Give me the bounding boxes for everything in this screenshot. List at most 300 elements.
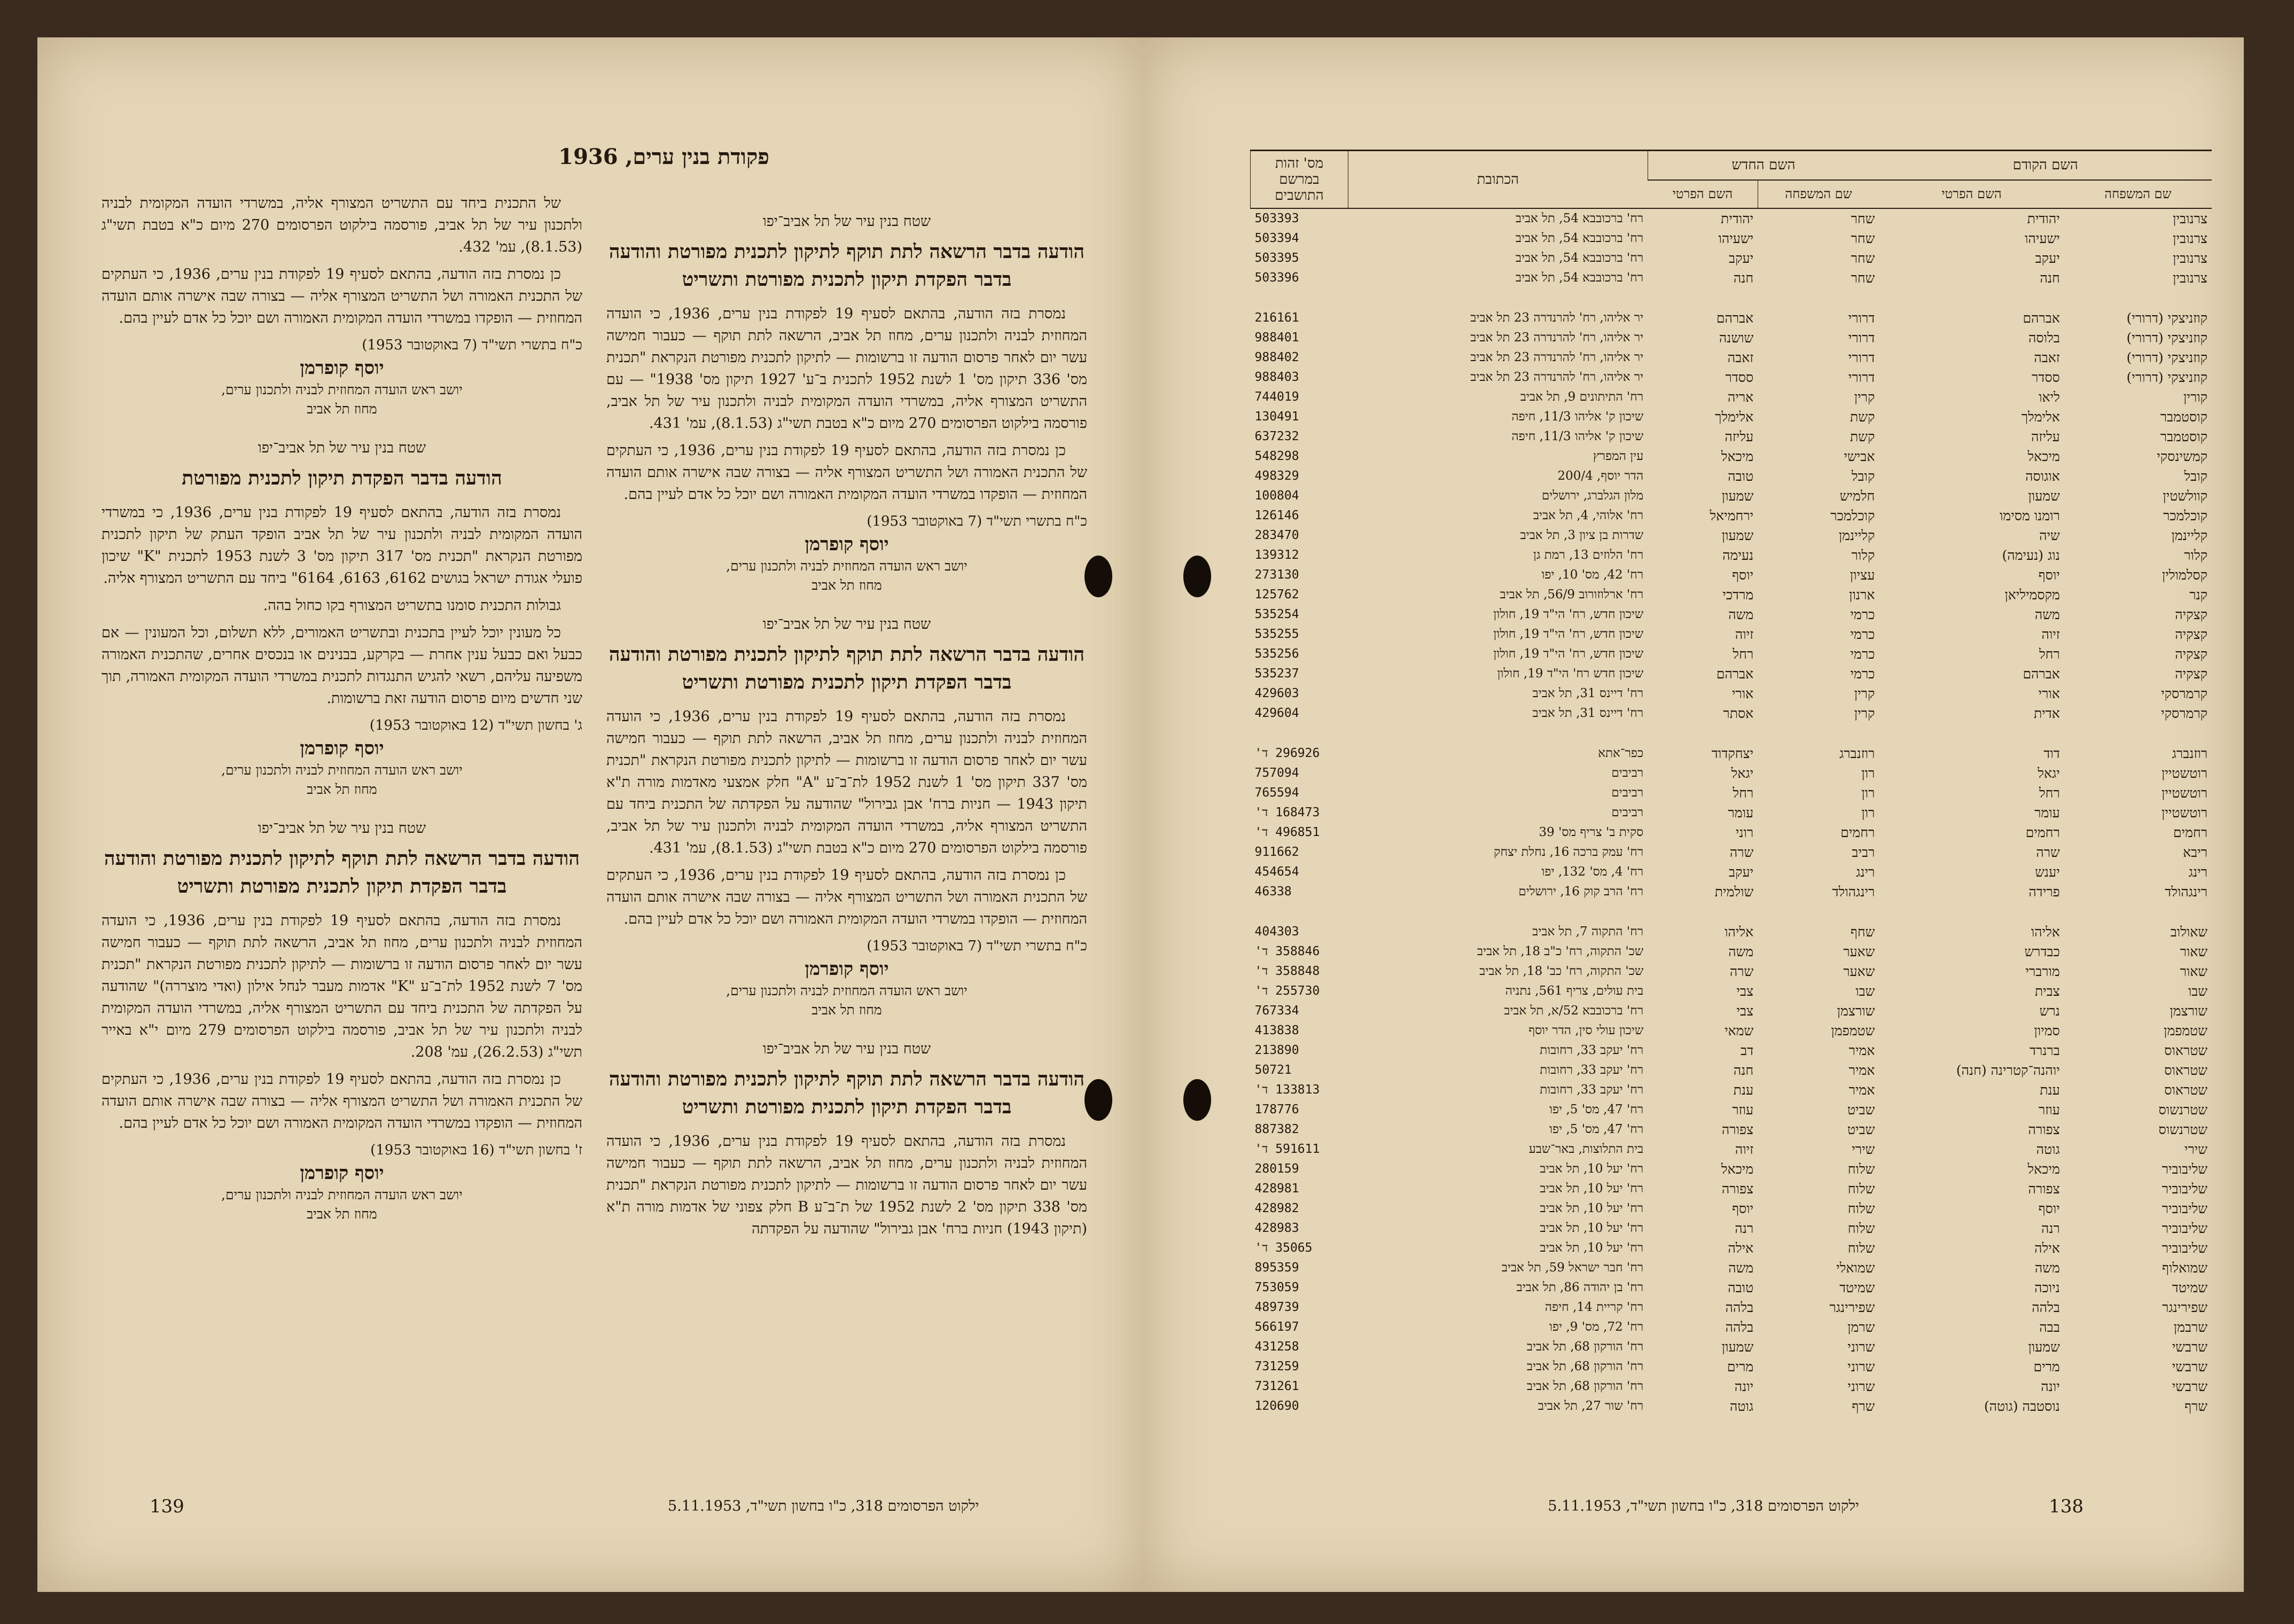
id-cell: 255730 ד' [1254, 984, 1320, 998]
new-private-cell: זיוה [1735, 627, 1754, 642]
table-row [1251, 862, 2212, 882]
new-family-cell: שלוח [1847, 1221, 1875, 1236]
old-private-cell: אוגוסה [2025, 469, 2060, 484]
new-family-cell: שאער [1843, 964, 1875, 979]
new-family-cell: שמואלי [1836, 1260, 1875, 1276]
address-cell: יר אליהו, רח' להרנדרה 23 תל אביב [1470, 350, 1644, 364]
table-row [1251, 506, 2212, 526]
new-family-cell: דרורי [1848, 350, 1875, 365]
new-family-cell: אבישי [1844, 449, 1875, 464]
id-cell: 548298 [1254, 449, 1299, 463]
address-cell: שיכון חדש, רח' הי"ד 19, חולון [1493, 607, 1644, 621]
id-cell: 765594 [1254, 786, 1299, 800]
header-new-private: השם הפרטי [1648, 180, 1758, 208]
new-private-cell: טובה [1728, 1280, 1754, 1295]
notice-paragraph: של התכנית ביחד עם התשריט המצורף אליה, במשרדי הועדה המקומית לבניה ולתכנון עיר של תל אביב, פורסמה בילקוט הפרסומים 270 מיום כ"א בטבת תשי"ג (8.1.53), עמ' 432. [102, 195, 582, 255]
notice-signer-district: מחוז תל אביב [307, 1206, 377, 1222]
notice-signer-district: מחוז תל אביב [812, 1002, 882, 1018]
new-private-cell: מיכאל [1721, 449, 1754, 464]
old-private-cell: רנה [2041, 1221, 2060, 1236]
id-cell: 535254 [1254, 607, 1299, 621]
table-row [1251, 1278, 2212, 1298]
new-private-cell: שרה [1729, 964, 1754, 979]
new-private-cell: אברהם [1716, 666, 1754, 682]
new-family-cell: קרין [1854, 686, 1875, 701]
new-private-cell: עוזר [1732, 1102, 1754, 1118]
notice-heading: הודעה בדבר הרשאה לתת תוקף לתיקון לתכנית מפורטת והודעה בדבר הפקדת תיקון לתכנית מפורטת ותשריט [104, 847, 580, 897]
table-row [1251, 1060, 2212, 1080]
old-private-cell: בלוסה [2028, 330, 2060, 346]
left-page [37, 37, 1143, 1592]
id-cell: 566197 [1254, 1320, 1299, 1334]
address-cell: רח' אלוהי, 4, תל אביב [1533, 509, 1644, 522]
new-family-cell: קשת [1850, 409, 1875, 425]
id-cell: 503393 [1254, 212, 1299, 225]
id-cell: 895359 [1254, 1261, 1299, 1275]
notice-paragraph: כן נמסרת בזה הודעה, בהתאם לסעיף 19 לפקודת בנין ערים, 1936, כי העתקים של התכנית האמורה ושל התשריט המצורף אליה — בצורה שבה אישרה אותם הועדה המחוזית — הופקדו במשרדי הועדה המקומית האמורה ושם יוכל כל אדם לעיין בהם. [102, 266, 582, 326]
page-footer: ילקוט הפרסומים 318, כ"ו בחשון תשי"ד, 5.11.1953 [1548, 1498, 1859, 1514]
old-private-cell: אורי [2038, 686, 2060, 701]
new-private-cell: רחל [1733, 785, 1754, 801]
table-row [1251, 684, 2212, 704]
old-private-cell: זיוה [2041, 627, 2060, 642]
new-family-cell: רון [1861, 785, 1875, 801]
new-family-cell: שרוני [1847, 1339, 1875, 1355]
old-private-cell: רומנו מסימו [1999, 508, 2060, 524]
old-private-cell: בלהה [2032, 1300, 2060, 1315]
address-cell: רח' יעל 10, תל אביב [1540, 1201, 1644, 1215]
new-family-cell: שחר [1851, 270, 1875, 286]
old-family-cell: קוזניצקי (דרורי) [2126, 370, 2207, 385]
old-private-cell: שיה [2039, 528, 2060, 543]
table-row [1251, 1317, 2212, 1337]
old-private-cell: יגאל [2038, 766, 2060, 781]
table-row [1251, 229, 2212, 248]
new-private-cell: ישעיהו [1718, 231, 1754, 246]
left-page-column-left [102, 192, 582, 1224]
new-private-cell: דב [1741, 1043, 1754, 1058]
new-family-cell: רון [1861, 766, 1875, 781]
new-family-cell: שרמן [1847, 1320, 1875, 1335]
table-row [1251, 783, 2212, 803]
new-family-cell: שלוח [1847, 1240, 1875, 1256]
address-cell: שיכון עולי סין, הדר יוסף [1528, 1024, 1644, 1037]
table-row [1251, 268, 2212, 288]
id-cell: 358846 ד' [1254, 944, 1320, 958]
new-family-cell: רביב [1852, 845, 1875, 860]
new-private-cell: צבי [1736, 1003, 1754, 1019]
new-family-cell: רוזנברג [1839, 746, 1875, 761]
address-cell: רח' ברכובבא 54, תל אביב [1515, 251, 1644, 265]
notice-paragraph: נמסרת בזה הודעה, בהתאם לסעיף 19 לפקודת בנין ערים, 1936, כי במשרדי הועדה המקומית לבניה ולתכנון עיר של תל אביב הופקד העתק של תיקון לתכנית מפורטת הנקראת "תכנית מס' 317 תיקון מס' 3 לשנת 1953 לתכנית "K" שיכון פועלי אגודת ישראל בגושים 6162, 6163, 6164" ביחד עם התשריט המצורף אליה. [102, 504, 583, 587]
table-row [1251, 823, 2212, 842]
table-row [1251, 1396, 2212, 1416]
notice-date: כ"ח בתשרי תשי"ד (7 באוקטובר 1953) [867, 938, 1087, 954]
new-family-cell: קליינמן [1838, 528, 1875, 543]
notice-date: כ"ח בתשרי תשי"ד (7 באוקטובר 1953) [867, 513, 1087, 529]
id-cell: 591611 ד' [1254, 1142, 1320, 1156]
table-row [1251, 842, 2212, 862]
address-cell: רח' שור 27, תל אביב [1538, 1399, 1644, 1413]
id-cell: 498329 [1254, 469, 1299, 483]
address-cell: עין המפרץ [1593, 449, 1644, 463]
table-row [1251, 763, 2212, 783]
new-private-cell: ססדר [1725, 370, 1754, 385]
old-private-cell: צבית [2034, 983, 2060, 999]
old-private-cell: עוזר [2038, 1102, 2060, 1118]
new-family-cell: חלמיש [1839, 488, 1875, 504]
table-row [1251, 704, 2212, 723]
id-cell: 428981 [1254, 1182, 1299, 1196]
old-family-cell: קוזניצקי (דרורי) [2126, 350, 2207, 365]
new-private-cell: שמאי [1725, 1023, 1754, 1039]
old-family-cell: שפירינגר [2162, 1300, 2207, 1315]
new-family-cell: שרף [1852, 1399, 1875, 1414]
id-cell: 100804 [1254, 489, 1299, 503]
old-family-cell: שטראוס [2164, 1063, 2207, 1078]
new-family-cell: קובל [1851, 469, 1875, 484]
header-new-family: שם המשפחה [1758, 180, 1879, 208]
new-family-cell: כרמי [1850, 607, 1875, 622]
new-family-cell: שרוני [1847, 1379, 1875, 1394]
address-cell: רח' ברכובבא 52/א, תל אביב [1504, 1004, 1644, 1018]
table-row [1251, 248, 2212, 268]
notice-signer-district: מחוז תל אביב [307, 782, 377, 797]
binder-hole [1183, 556, 1211, 597]
new-private-cell: יעקב [1729, 251, 1754, 266]
new-family-cell: שביט [1847, 1102, 1875, 1118]
notice-signer-district: מחוז תל אביב [307, 401, 377, 417]
table-row [1251, 922, 2212, 942]
notice-paragraph: נמסרת בזה הודעה, בהתאם לסעיף 19 לפקודת בנין ערים, 1936, כי הועדה המחוזית לבניה ולתכנון ערים, מחוז תל אביב, הרשאה לתת תוקף — כעבור חמישה עשר יום לאחר פרסום הודעה זו ברשומות — לתיקון לתכנית מפורטת הנקראת "תכנית מס' 337 תיקון מס' 1 לשנת 1952 לת־ב־ע "A" חלק אמצעי מאדמות מורה ת"א תיקון 1943 — חניות ברח' אבן גבירול" שהודעה על הפקדתה של התכנית ביחד עם התשריט המצורף אליה, במשרדי הועדה המקומית לבניה ולתכנון עיר של תל אביב, פורסמה בילקוט הפרסומים 270 מיום כ"א בטבת תשי"ג (8.1.53), עמ' 431. [606, 708, 1088, 856]
new-private-cell: צפורה [1721, 1181, 1754, 1197]
table-row [1251, 1357, 2212, 1377]
id-cell: 358848 ד' [1254, 964, 1320, 978]
new-private-cell: חנה [1733, 270, 1754, 286]
notice-paragraph: כן נמסרת בזה הודעה, בהתאם לסעיף 19 לפקודת בנין ערים, 1936, כי העתקים של התכנית האמורה ושל התשריט המצורף אליה — בצורה שבה אישרה אותם הועדה המחוזית — הופקדו במשרדי הועדה המקומית האמורה ושם יוכל כל אדם לעיין בהם. [102, 1071, 582, 1131]
old-private-cell: מקסמיליאן [2004, 587, 2060, 603]
new-family-cell: אמיר [1848, 1043, 1875, 1058]
old-family-cell: קצקיה [2175, 666, 2207, 682]
id-cell: 767334 [1254, 1004, 1299, 1018]
notice-heading: הודעה בדבר הרשאה לתת תוקף לתיקון לתכנית מפורטת והודעה בדבר הפקדת תיקון לתכנית מפורטת ותשריט [608, 643, 1085, 693]
new-private-cell: זאבה [1727, 350, 1754, 365]
id-cell: 887382 [1254, 1122, 1299, 1136]
table-row [1251, 1041, 2212, 1060]
table-row [1251, 1159, 2212, 1179]
old-private-cell: נוסטבה (גוטה) [1984, 1399, 2060, 1414]
old-family-cell: קוזניצקי (דרורי) [2126, 330, 2207, 346]
id-cell: 283470 [1254, 528, 1299, 542]
table-row [1251, 624, 2212, 644]
old-private-cell: צפורה [2028, 1122, 2060, 1137]
old-private-cell: יענש [2035, 864, 2060, 880]
notice-area-line: שטח בנין עיר של תל אביב־יפו [762, 213, 931, 230]
old-family-cell: קסלמולין [2162, 567, 2207, 583]
id-cell: 731261 [1254, 1379, 1299, 1393]
id-cell: 757094 [1254, 766, 1299, 780]
address-cell: בית התלוצות, באר־שבע [1528, 1142, 1644, 1156]
notice-signer-role: יושב ראש הועדה המחוזית לבניה ולתכנון ערים, [221, 762, 463, 778]
notice-date: ג' בחשון תשי"ד (12 באוקטובר 1953) [369, 717, 582, 733]
table-row [1251, 308, 2212, 328]
old-private-cell: צפורה [2028, 1181, 2060, 1197]
old-private-cell: מיכאל [2027, 1161, 2060, 1177]
old-family-cell: רינג [2188, 864, 2207, 880]
group-spacer-cell [1251, 288, 2212, 308]
old-family-cell: שטמפמן [2164, 1023, 2207, 1039]
new-private-cell: רנה [1735, 1221, 1754, 1236]
address-cell: שכ' התקוה, רח' כ"ב 18, תל אביב [1477, 944, 1644, 958]
address-cell: רח' דיינס 31, תל אביב [1532, 686, 1644, 700]
id-cell: 911662 [1254, 845, 1299, 859]
id-cell: 428982 [1254, 1201, 1299, 1215]
old-private-cell: אליהו [2031, 924, 2060, 940]
old-family-cell: רינגהולד [2165, 884, 2207, 900]
id-cell: 120690 [1254, 1399, 1299, 1413]
notice-signer-role: יושב ראש הועדה המחוזית לבניה ולתכנון ערים, [726, 983, 967, 998]
old-family-cell: שמיטד [2172, 1280, 2207, 1295]
address-cell: רביבים [1611, 786, 1644, 800]
old-family-cell: שאור [2180, 964, 2207, 979]
table-row [1251, 744, 2212, 763]
table-row [1251, 1120, 2212, 1139]
old-family-cell: רחמים [2173, 825, 2207, 840]
table-row [1251, 387, 2212, 407]
new-private-cell: יצחקדוד [1711, 746, 1754, 761]
new-private-cell: שושנה [1719, 330, 1754, 346]
old-family-cell: רוטשטיין [2161, 766, 2207, 781]
old-family-cell: שטרנשוס [2158, 1122, 2207, 1137]
old-private-cell: רחל [2039, 785, 2060, 801]
name-change-table-wrapper [1250, 150, 2212, 1416]
new-family-cell: שירי [1852, 1142, 1875, 1157]
id-cell: 273130 [1254, 568, 1299, 582]
notice-signer: יוסף קופרמן [300, 1162, 384, 1184]
id-cell: 50721 [1254, 1063, 1292, 1077]
table-row [1251, 368, 2212, 387]
notice-signer: יוסף קופרמן [300, 357, 384, 379]
old-private-cell: שמעון [2028, 488, 2060, 504]
new-private-cell: שמעון [1721, 488, 1754, 504]
page-number: 138 [2049, 1496, 2084, 1517]
id-cell: 535255 [1254, 627, 1299, 641]
old-family-cell: שבו [2188, 983, 2207, 999]
address-cell: רח' 4, מס' 132, יפו [1541, 865, 1644, 879]
address-cell: בית עולים, צריף 561, נתניה [1505, 984, 1644, 998]
new-private-cell: בלהה [1725, 1320, 1754, 1335]
id-cell: 503396 [1254, 271, 1299, 285]
new-private-cell: שמעון [1721, 1339, 1754, 1355]
id-cell: 988401 [1254, 331, 1299, 345]
old-family-cell: שרבשי [2172, 1339, 2207, 1355]
table-row [1251, 1100, 2212, 1120]
old-family-cell: קצקיה [2175, 646, 2207, 662]
new-family-cell: רחמים [1840, 825, 1875, 840]
group-spacer [1251, 723, 2212, 744]
page-number: 139 [150, 1496, 184, 1517]
notice-paragraph: נמסרת בזה הודעה, בהתאם לסעיף 19 לפקודת בנין ערים, 1936, כי הועדה המחוזית לבניה ולתכנון ערים, מחוז תל אביב, הרשאה לתת תוקף — כעבור חמישה עשר יום לאחר פרסום הודעה זו ברשומות — לתיקון לתכנית מפורטת הנקראת "תכנית מס' 336 תיקון מס' 1 לשנת 1952 לתכנית ב־ע' 1927 תיקון מס' 1938" — עם התשריט המצורף אליה, במשרדי הועדה המקומית לבניה ולתכנון עיר של תל אביב, פורסמה בילקוט הפרסומים 270 מיום כ"א בטבת תשי"ג (8.1.53), עמ' 431. [606, 306, 1087, 432]
id-cell: 413838 [1254, 1024, 1299, 1037]
new-family-cell: שטמפמן [1831, 1023, 1875, 1039]
old-private-cell: יעקב [2035, 251, 2060, 266]
id-cell: 296926 ד' [1254, 746, 1320, 760]
address-cell: מלון הגלברג, ירושלים [1541, 489, 1644, 503]
old-family-cell: שטרנשוס [2158, 1102, 2207, 1118]
new-family-cell: שביט [1847, 1122, 1875, 1137]
new-private-cell: טובה [1728, 469, 1754, 484]
id-cell: 731259 [1254, 1360, 1299, 1373]
address-cell: רח' ברכובבא 54, תל אביב [1515, 212, 1644, 225]
old-private-cell: בבה [2039, 1320, 2060, 1335]
id-cell: 429603 [1254, 686, 1299, 700]
old-private-cell: יוסף [2038, 567, 2060, 583]
old-private-cell: זאבה [2034, 350, 2060, 365]
new-family-cell: שלוח [1847, 1161, 1875, 1177]
notice-signer: יוסף קופרמן [805, 958, 889, 980]
new-family-cell: שחר [1851, 211, 1875, 227]
notice-paragraph: נמסרת בזה הודעה, בהתאם לסעיף 19 לפקודת בנין ערים, 1936, כי הועדה המחוזית לבניה ולתכנון ערים, מחוז תל אביב, הרשאה לתת תוקף — כעבור חמישה עשר יום לאחר פרסום הודעה זו ברשומות — לתיקון לתכנית מפורטת הנקראת "תכנית מס' 338 תיקון מס' 2 לשנת 1952 של ת־ב־ע B חלק צפוני של אדמות מורה ת"א (תיקון 1943) חניות ברח' אבן גבירול" שהודעה על הפקדתה [606, 1133, 1087, 1237]
old-private-cell: מרים [2033, 1359, 2060, 1375]
address-cell: רח' התקוה 7, תל אביב [1532, 925, 1644, 939]
id-cell: 988403 [1254, 370, 1299, 384]
id-cell: 178776 [1254, 1103, 1299, 1116]
new-private-cell: חנה [1733, 1063, 1754, 1078]
id-cell: 126146 [1254, 509, 1299, 522]
id-cell: 535256 [1254, 647, 1299, 661]
new-family-cell: רינגהולד [1832, 884, 1875, 900]
address-cell: רח' הרב קוק 16, ירושלים [1518, 885, 1644, 899]
new-family-cell: כרמי [1850, 666, 1875, 682]
new-private-cell: אלימלך [1715, 409, 1754, 425]
old-family-cell: קמשינסקי [2157, 449, 2207, 464]
new-family-cell: שאער [1843, 944, 1875, 959]
new-family-cell: שבו [1855, 983, 1875, 999]
id-cell: 130491 [1254, 410, 1299, 424]
new-family-cell: דרורי [1848, 370, 1875, 385]
table-row [1251, 1258, 2212, 1278]
old-private-cell: ליאו [2039, 389, 2060, 405]
new-family-cell: שלוח [1847, 1181, 1875, 1197]
header-old-name: השם הקודם [1879, 151, 2212, 180]
old-family-cell: צרנובין [2173, 270, 2207, 286]
old-family-cell: רוטשטיין [2161, 805, 2207, 821]
address-cell: שיכון חדש, רח' הי"ד 19, חולון [1493, 627, 1644, 641]
old-family-cell: קנר [2189, 587, 2207, 603]
id-cell: 216161 [1254, 311, 1299, 325]
table-row [1251, 208, 2212, 229]
page-title: פקודת בנין ערים, 1936 [558, 144, 769, 169]
table-row [1251, 1238, 2212, 1258]
old-private-cell: שמעון [2028, 1339, 2060, 1355]
name-change-table-body [1251, 208, 2212, 1416]
group-spacer [1251, 288, 2212, 308]
old-family-cell: קורין [2183, 389, 2207, 405]
new-private-cell: משה [1728, 607, 1754, 622]
notice-signer-role: יושב ראש הועדה המחוזית לבניה ולתכנון ערים, [726, 558, 967, 574]
id-cell: 133813 ד' [1254, 1083, 1320, 1097]
old-family-cell: שליבוביר [2162, 1181, 2207, 1197]
table-row [1251, 882, 2212, 902]
address-cell: רח' ברכובבא 54, תל אביב [1515, 231, 1644, 245]
id-cell: 213890 [1254, 1043, 1299, 1057]
old-family-cell: קוכלמכר [2163, 508, 2207, 524]
old-private-cell: אלימלך [2021, 409, 2060, 425]
address-cell: יר אליהו, רח' להרנדרה 23 תל אביב [1470, 331, 1644, 345]
new-private-cell: מרים [1727, 1359, 1754, 1375]
id-cell: 489739 [1254, 1300, 1299, 1314]
address-cell: שיכון חדש רח' הי"ד 19, חולון [1497, 667, 1644, 681]
old-private-cell: מיכאל [2027, 449, 2060, 464]
new-family-cell: אמיר [1848, 1063, 1875, 1078]
id-cell: 46338 [1254, 885, 1292, 899]
old-family-cell: קרמרסקי [2161, 706, 2207, 721]
old-family-cell: שאולוב [2170, 924, 2207, 940]
old-private-cell: דוד [2043, 746, 2060, 761]
page-footer: ילקוט הפרסומים 318, כ"ו בחשון תשי"ד, 5.11.1953 [668, 1498, 979, 1514]
table-row [1251, 1298, 2212, 1317]
address-cell: שדרות בן ציון 3, תל אביב [1520, 528, 1644, 542]
old-private-cell: ענת [2040, 1082, 2060, 1098]
old-family-cell: קובל [2184, 469, 2207, 484]
address-cell: יר אליהו, רח' להרנדרה 23 תל אביב [1470, 311, 1644, 325]
address-cell: הדר יוסף, 200/4 [1557, 469, 1644, 483]
new-private-cell: אליהו [1725, 924, 1754, 940]
old-private-cell: נרש [2039, 1003, 2060, 1019]
new-private-cell: שמעון [1721, 528, 1754, 543]
notice-area-line: שטח בנין עיר של תל אביב־יפו [762, 616, 931, 633]
id-cell: 454654 [1254, 865, 1299, 879]
old-private-cell: מורברי [2025, 964, 2060, 979]
old-private-cell: חנה [2040, 270, 2060, 286]
id-cell: 431258 [1254, 1340, 1299, 1354]
old-family-cell: צרנובין [2173, 211, 2207, 227]
notice-signer: יוסף קופרמן [805, 534, 889, 555]
old-family-cell: קליינמן [2171, 528, 2207, 543]
group-spacer-cell [1251, 723, 2212, 744]
id-cell: 139312 [1254, 548, 1299, 562]
id-cell: 125762 [1254, 588, 1299, 602]
table-row [1251, 427, 2212, 447]
notice-paragraph: נמסרת בזה הודעה, בהתאם לסעיף 19 לפקודת בנין ערים, 1936, כי הועדה המחוזית לבניה ולתכנון ערים, מחוז תל אביב, הרשאה לתת תוקף — כעבור חמישה עשר יום לאחר פרסום הודעה זו ברשומות — לתיקון לתכנית מפורטת הנקראת "תכנית מס' 7 לשנת 1952 לת־ב־ע "K" אדמות מעבר לנחל אילון (ואדי מוצררה)" שהודעה על הפקדתה של התכנית ביחד עם התשריט המצורף אליה, במשרדי הועדה המקומית לבניה ולתכנון עיר של תל אביב, פורסמה בילקוט הפרסומים 279 מיום י"א באייר תשי"ג (26.2.53), עמ' 208. [102, 912, 582, 1060]
old-family-cell: שטראוס [2164, 1043, 2207, 1058]
new-family-cell: שרוני [1847, 1359, 1875, 1375]
new-family-cell: עציון [1850, 567, 1875, 583]
address-cell: רח' חבר ישראל 59, תל אביב [1501, 1261, 1644, 1275]
binder-hole [1084, 556, 1112, 597]
address-cell: כפר־אתא [1598, 746, 1644, 760]
right-page [1143, 37, 2244, 1592]
address-cell: רח' דיינס 31, תל אביב [1532, 706, 1644, 720]
old-private-cell: רחמים [2025, 825, 2060, 840]
old-family-cell: קוסטמבר [2160, 409, 2207, 425]
table-row [1251, 644, 2212, 664]
group-spacer-cell [1251, 902, 2212, 922]
table-row [1251, 447, 2212, 466]
new-private-cell: ענת [1733, 1082, 1754, 1098]
old-private-cell: יונה [2041, 1379, 2060, 1394]
address-cell: שכ' התקוה, רח' כב' 18, תל אביב [1479, 964, 1644, 978]
header-old-private: השם הפרטי [1879, 180, 2064, 208]
notice-date: ז' בחשון תשי"ד (16 באוקטובר 1953) [370, 1142, 582, 1158]
table-row [1251, 1219, 2212, 1238]
id-cell: 168473 ד' [1254, 806, 1320, 819]
new-family-cell: שורצמן [1837, 1003, 1875, 1019]
old-private-cell: ברנרד [2030, 1043, 2060, 1058]
new-private-cell: יעקב [1729, 864, 1754, 880]
id-cell: 429604 [1254, 706, 1299, 720]
header-new-name: השם החדש [1648, 151, 1879, 180]
